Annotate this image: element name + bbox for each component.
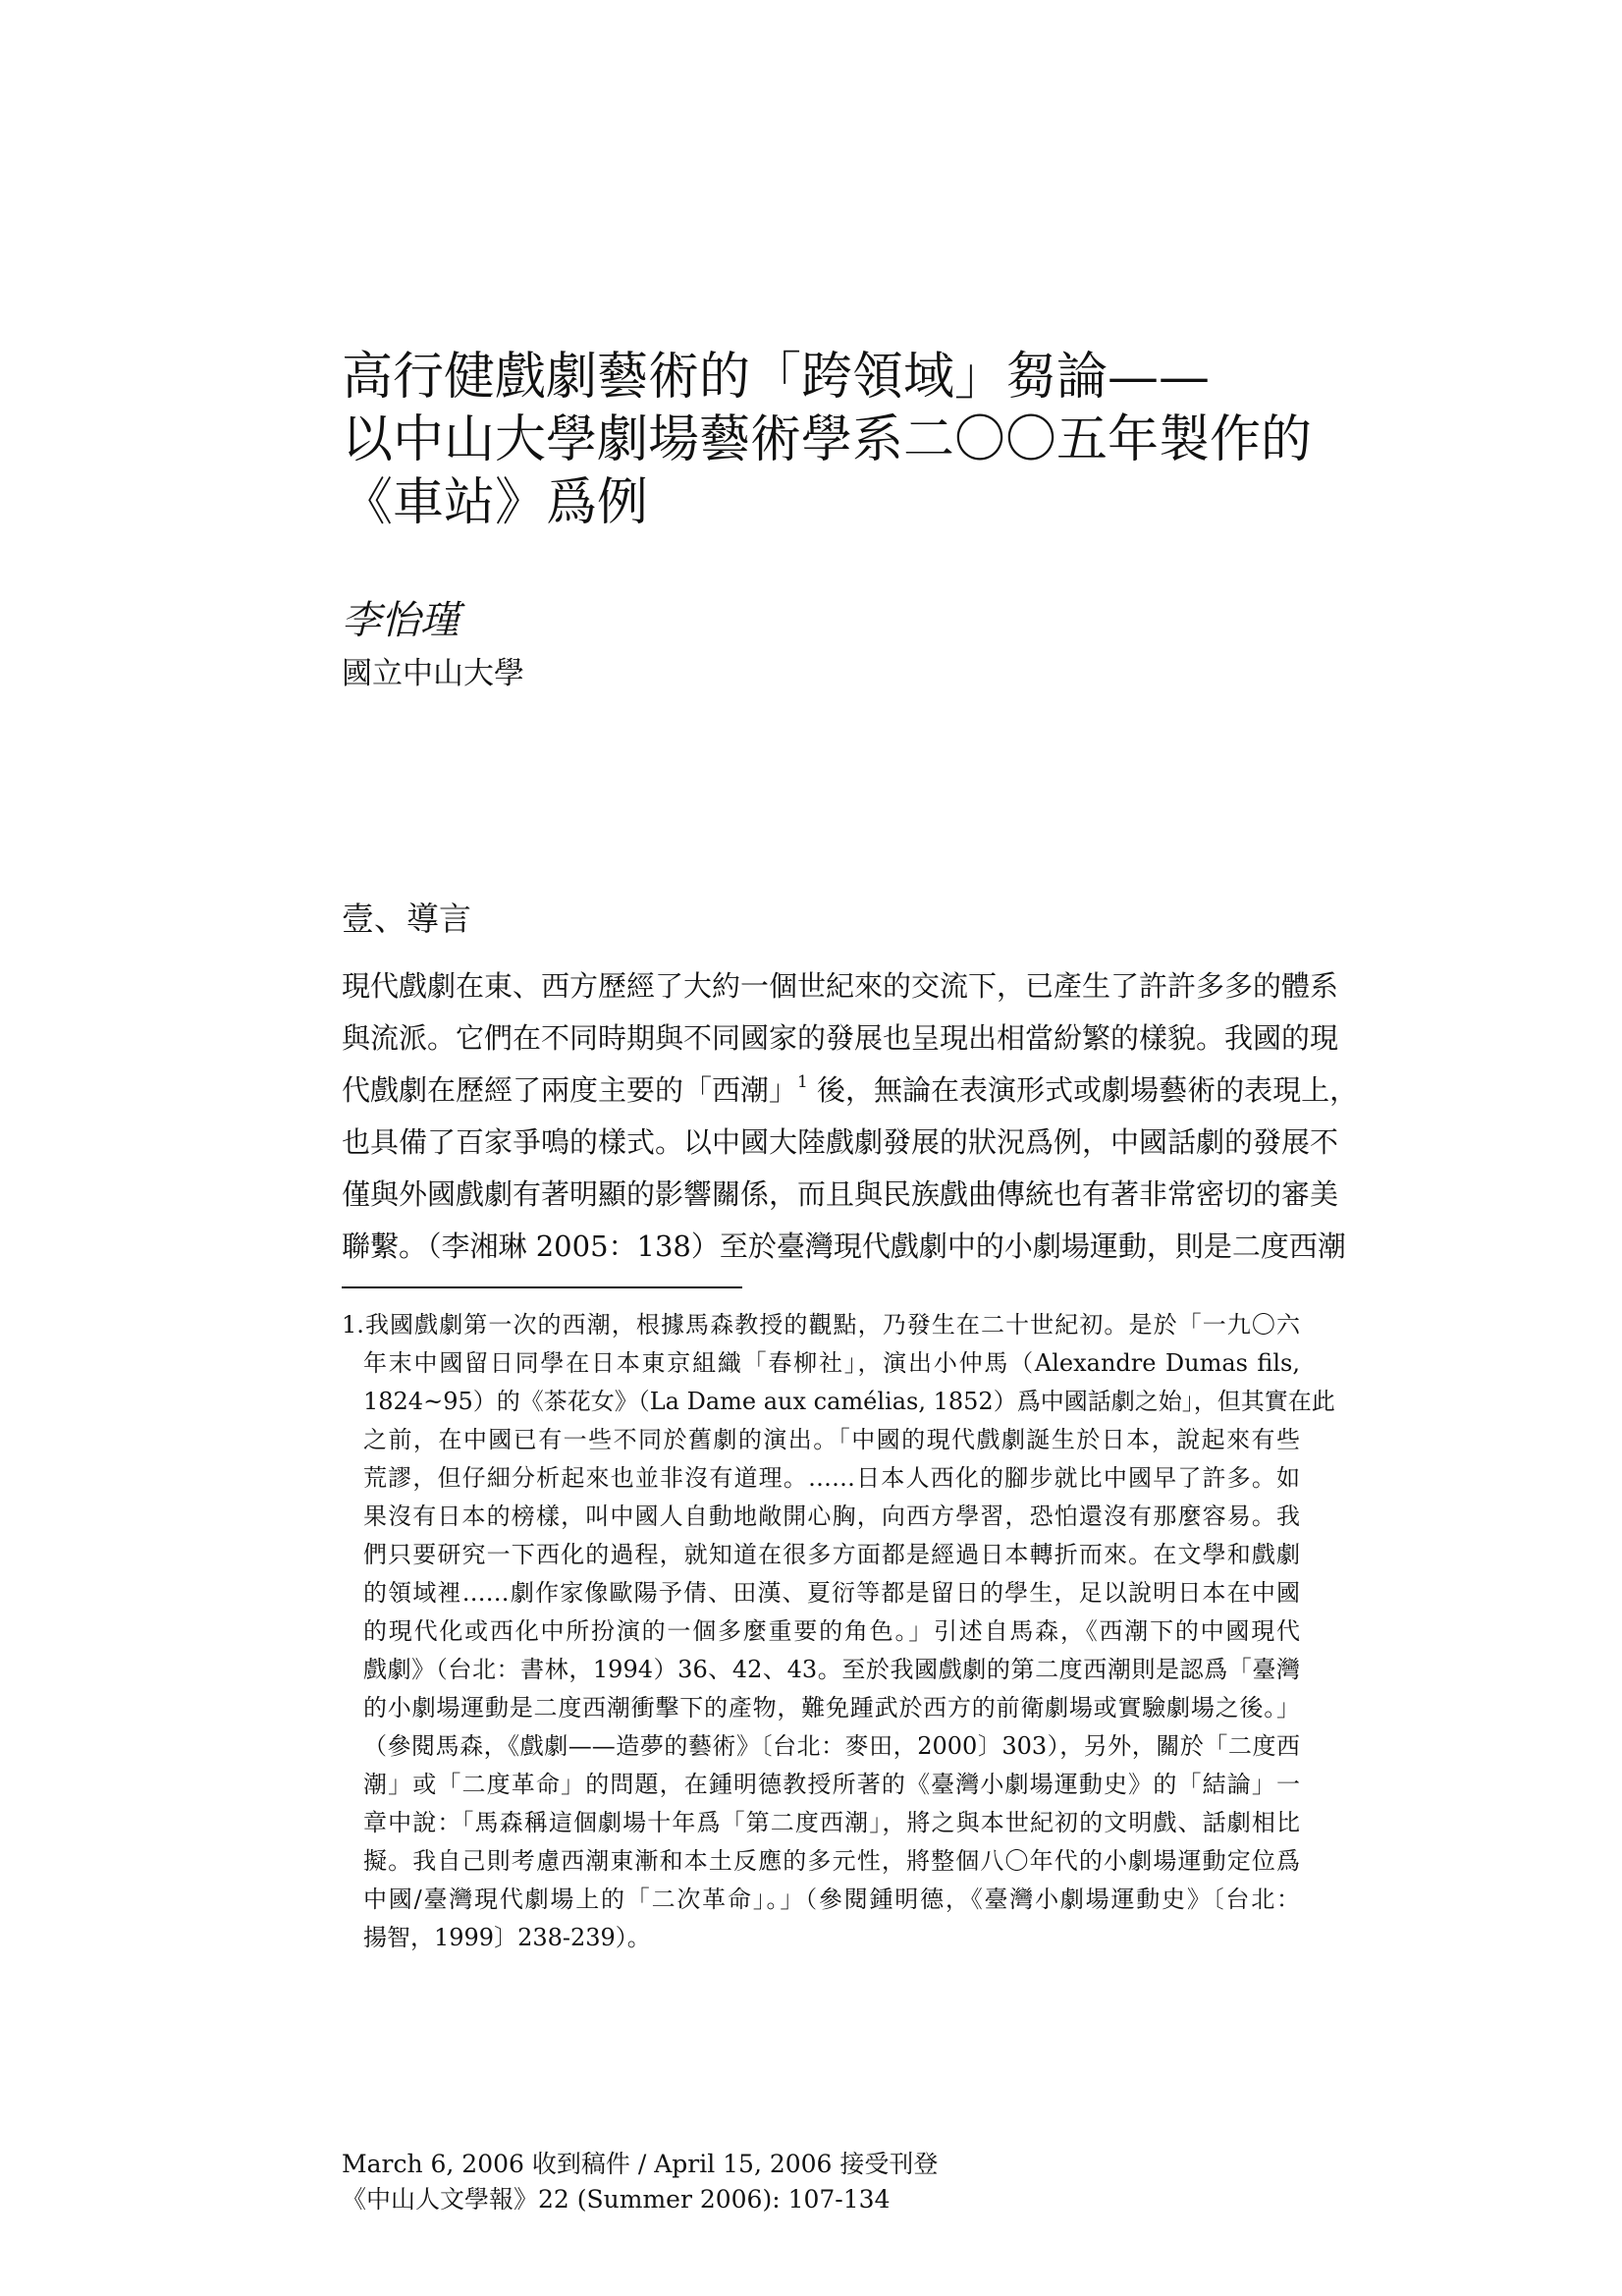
footnote <box>342 1306 1335 1957</box>
author-name: 李怡瑾 <box>342 598 460 643</box>
paper-title <box>342 346 1324 534</box>
footnote-line: 的小劇場運動是二度西潮衝擊下的產物，難免踵武於西方的前衛劇場或實驗劇場之後。」 <box>363 1694 1300 1722</box>
body-line: 聯繫。（李湘琳 2005：138）至於臺灣現代戲劇中的小劇場運動，則是二度西潮 <box>342 1230 1346 1263</box>
footnote-divider <box>342 1286 742 1288</box>
body-paragraph <box>342 960 1359 1273</box>
body-text: 代戲劇在歷經了兩度主要的「西潮」 <box>342 1073 798 1107</box>
body-line-with-footnote <box>342 1065 1359 1117</box>
footnote-line: 1.我國戲劇第一次的西潮，根據馬森教授的觀點，乃發生在二十世紀初。是於「一九〇六 <box>342 1311 1300 1339</box>
section-heading: 壹、導言 <box>342 900 471 938</box>
title-line: 以中山大學劇場藝術學系二〇〇五年製作的 <box>342 410 1313 469</box>
footnote-line: 之前，在中國已有一些不同於舊劇的演出。「中國的現代戲劇誕生於日本，說起來有些 <box>363 1426 1300 1453</box>
footnote-line: 的現代化或西化中所扮演的一個多麼重要的角色。」引述自馬森，《西潮下的中國現代 <box>363 1617 1300 1645</box>
received-accepted-dates: March 6, 2006 收到稿件 / April 15, 2006 接受刊登 <box>342 2150 939 2178</box>
footnote-line: 年末中國留日同學在日本東京組織「春柳社」，演出小仲馬（Alexandre Dumas fils, <box>363 1349 1300 1377</box>
footnote-line: 潮」或「二度革命」的問題，在鍾明德教授所著的《臺灣小劇場運動史》的「結論」一 <box>363 1771 1300 1798</box>
footnote-line: 章中說：「馬森稱這個劇場十年爲「第二度西潮」，將之與本世紀初的文明戲、話劇相比 <box>363 1809 1300 1836</box>
footnote-line: 擬。我自己則考慮西潮東漸和本土反應的多元性，將整個八〇年代的小劇場運動定位爲 <box>363 1847 1300 1875</box>
footnote-line: 揚智，1999〕238-239）。 <box>363 1924 651 1951</box>
title-line: 高行健戲劇藝術的「跨領域」芻論—— <box>342 348 1211 407</box>
footnote-line: 1824~95）的《茶花女》（La Dame aux camélias, 1852）爲中國話劇之始」，但其實在此 <box>363 1388 1335 1415</box>
body-line: 僅與外國戲劇有著明顯的影響關係，而且與民族戲曲傳統也有著非常密切的審美 <box>342 1177 1339 1211</box>
footnote-line: 果沒有日本的榜樣，叫中國人自動地敞開心胸，向西方學習，恐怕還沒有那麼容易。我 <box>363 1503 1300 1530</box>
footnote-line: 中國/臺灣現代劇場上的「二次革命」。」（參閱鍾明德，《臺灣小劇場運動史》〔台北： <box>363 1886 1300 1913</box>
footnote-line: 們只要研究一下西化的過程，就知道在很多方面都是經過日本轉折而來。在文學和戲劇 <box>363 1541 1300 1568</box>
body-line: 也具備了百家爭鳴的樣式。以中國大陸戲劇發展的狀況爲例，中國話劇的發展不 <box>342 1125 1339 1159</box>
footnote-line: 的領域裡……劇作家像歐陽予倩、田漢、夏衍等都是留日的學生，足以說明日本在中國 <box>363 1579 1300 1607</box>
footnote-marker[interactable]: 1 <box>797 1072 808 1092</box>
footnote-line: 戲劇》（台北：書林，1994）36、42、43。至於我國戲劇的第二度西潮則是認爲「臺灣 <box>363 1656 1300 1683</box>
footnote-line: （參閱馬森，《戲劇——造夢的藝術》〔台北：麥田，2000〕303），另外，關於「二度西 <box>363 1732 1300 1760</box>
journal-citation: 《中山人文學報》22 (Summer 2006): 107-134 <box>342 2185 891 2214</box>
footnote-line: 荒謬，但仔細分析起來也並非沒有道理。……日本人西化的腳步就比中國早了許多。如 <box>363 1464 1300 1492</box>
author-affiliation: 國立中山大學 <box>342 656 524 691</box>
publication-info <box>342 2147 938 2217</box>
title-line: 《車站》爲例 <box>342 473 649 532</box>
body-line: 與流派。它們在不同時期與不同國家的發展也呈現出相當紛繁的樣貌。我國的現 <box>342 1021 1339 1055</box>
body-line: 現代戲劇在東、西方歷經了大約一個世紀來的交流下，已產生了許許多多的體系 <box>342 969 1339 1003</box>
body-text: 後，無論在表演形式或劇場藝術的表現上， <box>807 1073 1359 1107</box>
